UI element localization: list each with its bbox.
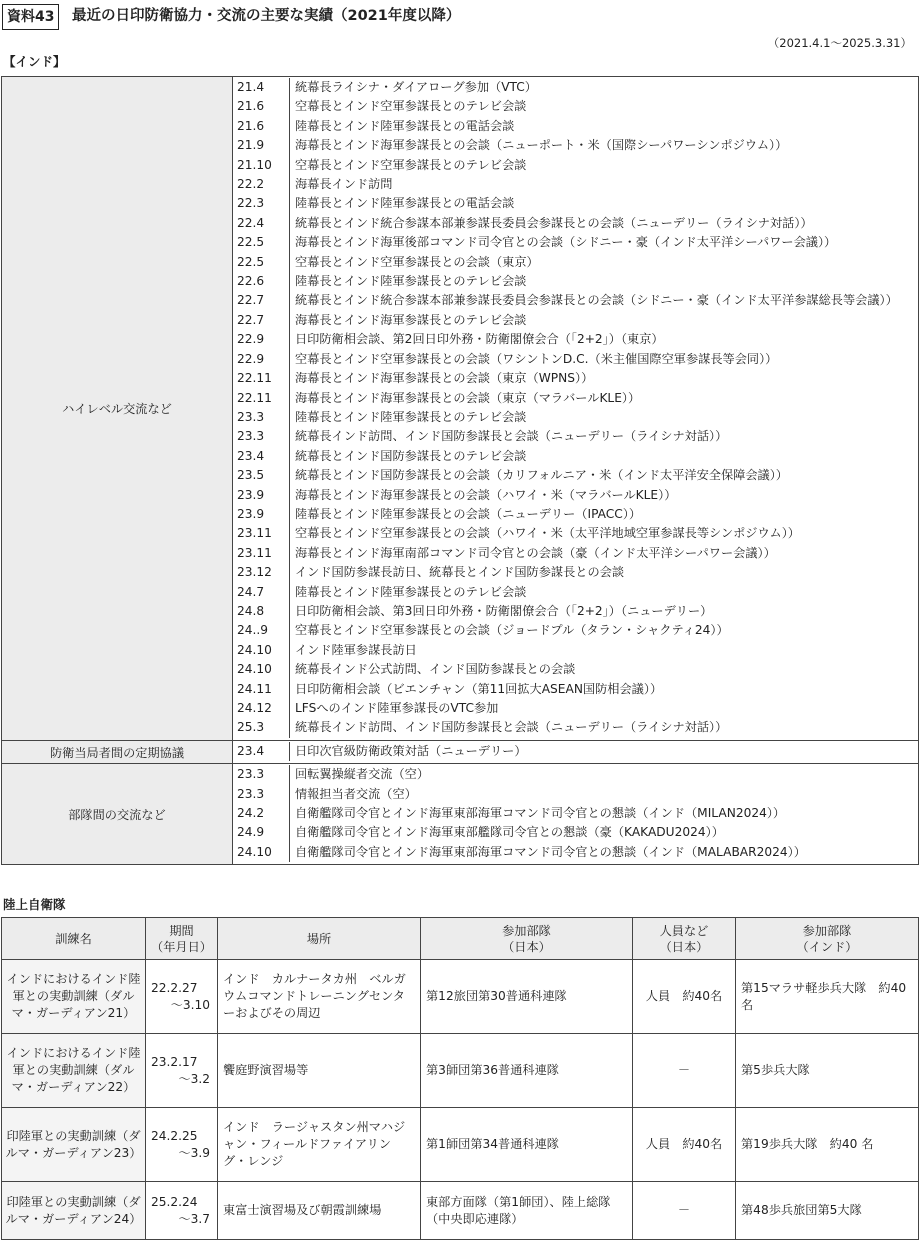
entry-date: 23.9: [237, 506, 265, 521]
column-header: 参加部隊 （日本）: [421, 918, 633, 960]
category-label: 防衛当局者間の定期協議: [2, 740, 233, 763]
entry-text: LFSへのインド陸軍参謀長のVTC参加: [289, 699, 918, 718]
name-cell: インドにおけるインド陸軍との実動訓練（ダルマ・ガーディアン21）: [2, 960, 146, 1034]
entry-text: 日印次官級防衛政策対話（ニューデリー）: [289, 742, 918, 761]
place-cell: 東富士演習場及び朝霞訓練場: [218, 1182, 421, 1240]
jp-unit-cell: 第1師団第34普通科連隊: [421, 1108, 633, 1182]
column-header: 参加部隊 （インド）: [736, 918, 919, 960]
entry-text: 空幕長とインド空軍参謀長との会談（東京）: [289, 253, 918, 272]
column-header: 期間 （年月日）: [146, 918, 218, 960]
period-start: 23.2.17: [151, 1054, 198, 1069]
india-exchange-table: [1, 76, 919, 865]
entry-text: 統幕長インド訪問、インド国防参謀長と会談（ニューデリー（ライシナ対話））: [289, 427, 918, 446]
entry-text: 陸幕長とインド陸軍参謀長との電話会談: [289, 117, 918, 136]
place-cell: インド ラージャスタン州マハジャン・フィールドファイアリング・レンジ: [218, 1108, 421, 1182]
entry-text: 日印防衛相会談（ビエンチャン（第11回拡大ASEAN国防相会議））: [289, 680, 918, 699]
entry-date: 23.5: [237, 468, 265, 483]
personnel-cell: 人員 約40名: [633, 1108, 736, 1182]
entry-text: 統幕長とインド国防参謀長とのテレビ会談: [289, 447, 918, 466]
entry-text: 海幕長とインド海軍参謀長とのテレビ会談: [289, 311, 918, 330]
name-cell: インドにおけるインド陸軍との実動訓練（ダルマ・ガーディアン22）: [2, 1034, 146, 1108]
entry-date: 22.7: [237, 293, 265, 308]
entry-text: 空幕長とインド空軍参謀長とのテレビ会談: [289, 156, 918, 175]
entry-text: 統幕長インド公式訪問、インド国防参謀長との会談: [289, 660, 918, 679]
entry-text: 海幕長とインド海軍参謀長との会談（東京（マラバールKLE））: [289, 389, 918, 408]
table-row: [2, 1108, 919, 1182]
entry-date: 23.3: [237, 429, 265, 444]
category-row: [2, 764, 919, 865]
entry-date: 24.10: [237, 642, 272, 657]
entry-date: 24.10: [237, 662, 272, 677]
place-cell: 饗庭野演習場等: [218, 1034, 421, 1108]
in-unit-cell: 第19歩兵大隊 約40 名: [736, 1108, 919, 1182]
entry-list: [233, 77, 918, 740]
entry-text: 空幕長とインド空軍参謀長との会談（ハワイ・米（太平洋地域空軍参謀長等シンポジウム））: [289, 524, 918, 543]
entry-date: 24.7: [237, 584, 265, 599]
entry-date: 21.6: [237, 99, 265, 114]
category-label: 部隊間の交流など: [2, 764, 233, 865]
period-cell: [146, 1108, 218, 1182]
entry-text: 自衛艦隊司令官とインド海軍東部海軍コマンド司令官との懇談（インド（MILAN2024））: [289, 804, 918, 823]
gsdf-training-table: [1, 917, 919, 1240]
in-unit-cell: 第48歩兵旅団第5大隊: [736, 1182, 919, 1240]
table-row: [2, 1034, 919, 1108]
entry-text: 陸幕長とインド陸軍参謀長との電話会談: [289, 194, 918, 213]
page-title: 最近の日印防衛協力・交流の主要な実績（2021年度以降）: [72, 8, 461, 24]
entry-date: 21.10: [237, 157, 272, 172]
entry-list-cell: [233, 764, 919, 865]
section-gsdf-heading: 陸上自衛隊: [3, 897, 66, 912]
table-header-row: [2, 918, 919, 960]
category-label: ハイレベル交流など: [2, 77, 233, 741]
entry-date: 21.9: [237, 138, 265, 153]
entry-date: 23.3: [237, 409, 265, 424]
name-cell: 印陸軍との実動訓練（ダルマ・ガーディアン24）: [2, 1182, 146, 1240]
entry-date: 23.9: [237, 487, 265, 502]
entry-text: 統幕長インド訪問、インド国防参謀長と会談（ニューデリー（ライシナ対話））: [289, 718, 918, 737]
entry-text: 陸幕長とインド陸軍参謀長とのテレビ会談: [289, 583, 918, 602]
document-badge: 資料43: [2, 4, 59, 30]
entry-date: 24.12: [237, 701, 272, 715]
entry-text: 海幕長とインド海軍参謀長との会談（ハワイ・米（マラバールKLE））: [289, 486, 918, 505]
entry-date: 24.2: [237, 806, 265, 821]
category-row: [2, 740, 919, 763]
entry-text: インド陸軍参謀長訪日: [289, 641, 918, 660]
entry-text: 統幕長ライシナ・ダイアローグ参加（VTC）: [289, 78, 918, 97]
column-header: 人員など （日本）: [633, 918, 736, 960]
section-india-heading: 【インド】: [3, 54, 66, 69]
entry-date: 22.5: [237, 254, 265, 269]
entry-text: 海幕長とインド海軍参謀長との会談（東京（WPNS））: [289, 369, 918, 388]
entry-date: 23.11: [237, 545, 272, 560]
entry-text: 海幕長とインド海軍参謀長との会談（ニューポート・米（国際シーパワーシンポジウム））: [289, 136, 918, 155]
entry-text: 自衛艦隊司令官とインド海軍東部艦隊司令官との懇談（豪（KAKADU2024））: [289, 823, 918, 842]
entry-text: 統幕長とインド国防参謀長との会談（カリフォルニア・米（インド太平洋安全保障会議））: [289, 466, 918, 485]
entry-date: 22.2: [237, 177, 265, 192]
period-cell: [146, 1182, 218, 1240]
period-end: ～3.9: [178, 1145, 210, 1160]
entry-list: [233, 741, 918, 763]
entry-date: 23.3: [237, 786, 265, 801]
entry-list: [233, 764, 918, 864]
entry-date: 25.3: [237, 720, 265, 735]
entry-date: 22.6: [237, 274, 265, 289]
entry-date: 22.3: [237, 196, 265, 211]
entry-date: 24..9: [237, 623, 269, 638]
entry-text: 空幕長とインド空軍参謀長とのテレビ会談: [289, 97, 918, 116]
entry-text: 統幕長とインド統合参謀本部兼参謀長委員会参謀長との会談（ニューデリー（ライシナ対話））: [289, 214, 918, 233]
entry-date: 22.4: [237, 215, 265, 230]
period-end: ～3.7: [178, 1211, 210, 1226]
period-start: 22.2.27: [151, 980, 198, 995]
in-unit-cell: 第5歩兵大隊: [736, 1034, 919, 1108]
period-cell: [146, 1034, 218, 1108]
period-start: 25.2.24: [151, 1194, 198, 1209]
entry-text: 自衛艦隊司令官とインド海軍東部海軍コマンド司令官との懇談（インド（MALABAR2024））: [289, 843, 918, 862]
entry-date: 22.9: [237, 351, 265, 366]
period-start: 24.2.25: [151, 1128, 198, 1143]
jp-unit-cell: 東部方面隊（第1師団）、陸上総隊（中央即応連隊）: [421, 1182, 633, 1240]
entry-date: 22.11: [237, 390, 272, 405]
table-row: [2, 960, 919, 1034]
entry-date: 23.12: [237, 565, 272, 580]
in-unit-cell: 第15マラサ軽歩兵大隊 約40名: [736, 960, 919, 1034]
entry-date: 22.7: [237, 312, 265, 327]
entry-date: 24.11: [237, 681, 272, 696]
entry-text: 回転翼操縦者交流（空）: [289, 765, 918, 784]
entry-list-cell: [233, 740, 919, 763]
entry-date: 22.9: [237, 332, 265, 347]
place-cell: インド カルナータカ州 ベルガウムコマンドトレーニングセンターおよびその周辺: [218, 960, 421, 1034]
name-cell: 印陸軍との実動訓練（ダルマ・ガーディアン23）: [2, 1108, 146, 1182]
entry-text: 空幕長とインド空軍参謀長との会談（ジョードプル（タラン・シャクティ24））: [289, 621, 918, 640]
entry-date: 24.10: [237, 844, 272, 859]
jp-unit-cell: 第12旅団第30普通科連隊: [421, 960, 633, 1034]
entry-text: 陸幕長とインド陸軍参謀長との会談（ニューデリー（IPACC））: [289, 505, 918, 524]
entry-date: 23.3: [237, 767, 265, 782]
entry-text: 空幕長とインド空軍参謀長との会談（ワシントンD.C.（米主催国際空軍参謀長等会同））: [289, 350, 918, 369]
table-row: [2, 1182, 919, 1240]
column-header: 訓練名: [2, 918, 146, 960]
entry-date: 23.4: [237, 448, 265, 463]
entry-date: 21.6: [237, 118, 265, 133]
entry-list-cell: [233, 77, 919, 741]
entry-text: インド国防参謀長訪日、統幕長とインド国防参謀長との会談: [289, 563, 918, 582]
period-cell: [146, 960, 218, 1034]
period-range: （2021.4.1～2025.3.31）: [767, 36, 912, 50]
entry-text: 海幕長インド訪問: [289, 175, 918, 194]
jp-unit-cell: 第3師団第36普通科連隊: [421, 1034, 633, 1108]
personnel-cell: 人員 約40名: [633, 960, 736, 1034]
entry-date: 23.4: [237, 743, 265, 758]
personnel-cell: －: [633, 1182, 736, 1240]
entry-date: 23.11: [237, 526, 272, 541]
entry-text: 日印防衛相会談、第3回日印外務・防衛閣僚会合（「2+2」）（ニューデリー）: [289, 602, 918, 621]
entry-date: 21.4: [237, 80, 265, 94]
period-end: ～3.10: [170, 997, 210, 1012]
period-end: ～3.2: [178, 1071, 210, 1086]
page-header: [0, 3, 920, 31]
entry-date: 24.8: [237, 603, 265, 618]
personnel-cell: －: [633, 1034, 736, 1108]
entry-text: 情報担当者交流（空）: [289, 785, 918, 804]
column-header: 場所: [218, 918, 421, 960]
entry-text: 海幕長とインド海軍南部コマンド司令官との会談（豪（インド太平洋シーパワー会議））: [289, 544, 918, 563]
entry-text: 日印防衛相会談、第2回日印外務・防衛閣僚会合（「2+2」）（東京）: [289, 330, 918, 349]
entry-date: 22.11: [237, 371, 272, 386]
entry-text: 海幕長とインド海軍後部コマンド司令官との会談（シドニー・豪（インド太平洋シーパワー会議））: [289, 233, 918, 252]
entry-date: 22.5: [237, 235, 265, 250]
category-row: [2, 77, 919, 741]
entry-date: 24.9: [237, 825, 265, 840]
entry-text: 統幕長とインド統合参謀本部兼参謀長委員会参謀長との会談（シドニー・豪（インド太平洋参謀総長等会議））: [289, 291, 918, 310]
entry-text: 陸幕長とインド陸軍参謀長とのテレビ会談: [289, 408, 918, 427]
entry-text: 陸幕長とインド陸軍参謀長とのテレビ会談: [289, 272, 918, 291]
